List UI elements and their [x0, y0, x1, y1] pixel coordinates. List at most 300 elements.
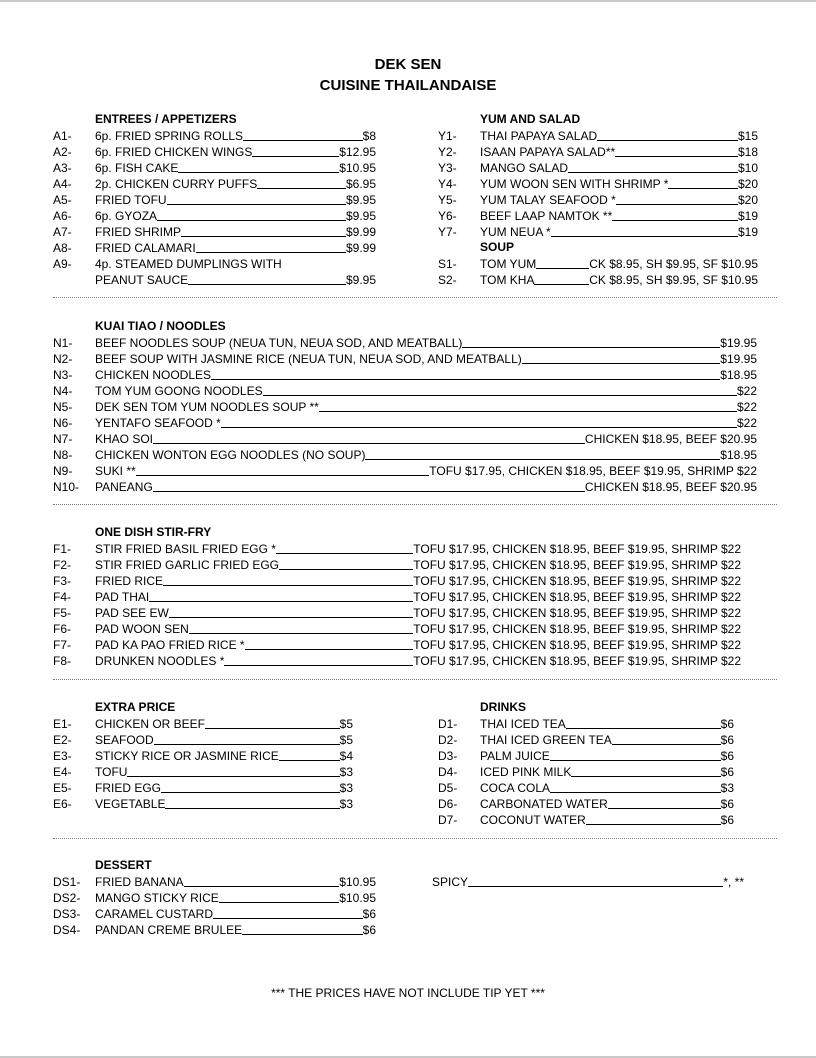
item-price: $3: [720, 781, 734, 795]
menu-item: [53, 366, 757, 382]
item-code: E4-: [53, 765, 72, 779]
leader-line: [319, 411, 737, 412]
leader-line: [213, 918, 363, 919]
menu-item: [53, 159, 376, 175]
item-code: DS4-: [53, 923, 81, 937]
menu-item: [53, 175, 376, 191]
leader-line: [169, 617, 413, 618]
item-code: E6-: [53, 797, 72, 811]
item-code: A4-: [53, 177, 72, 191]
item-name: PAD SEE EW: [95, 606, 169, 620]
item-code: D7-: [438, 813, 458, 827]
menu-item: [438, 127, 758, 143]
item-name: TOM YUM GOONG NOODLES: [95, 384, 263, 398]
item-price: $19.95: [720, 352, 757, 366]
section-title: ENTREES / APPETIZERS: [95, 112, 237, 126]
leader-line: [550, 760, 721, 761]
item-price: $6: [720, 797, 734, 811]
item-name: MANGO STICKY RICE: [95, 891, 219, 905]
item-price: $6: [720, 749, 734, 763]
item-price: $15: [737, 129, 758, 143]
item-price: $6: [720, 733, 734, 747]
section-title: ONE DISH STIR-FRY: [95, 525, 212, 539]
leader-line: [163, 585, 413, 586]
menu-item: [53, 239, 376, 255]
item-price: $10.95: [339, 161, 376, 175]
menu-item: [53, 255, 376, 271]
item-name: YUM TALAY SEAFOOD *: [480, 193, 616, 207]
item-name: CHICKEN NOODLES: [95, 368, 212, 382]
item-name: COCA COLA: [480, 781, 551, 795]
leader-line: [597, 140, 738, 141]
item-price: $9.99: [345, 241, 376, 255]
item-price: $6.95: [345, 177, 376, 191]
item-price: $18: [737, 145, 758, 159]
item-name: 6p. FISH CAKE: [95, 161, 179, 175]
menu-item: [53, 620, 741, 636]
item-price: CK $8.95, SH $9.95, SF $10.95: [589, 257, 758, 271]
item-code: E5-: [53, 781, 72, 795]
leader-line: [165, 808, 339, 809]
item-code: N1-: [53, 336, 73, 350]
item-name: PEANUT SAUCE: [95, 273, 189, 287]
item-price: $6: [720, 813, 734, 827]
item-price: $9.95: [345, 209, 376, 223]
menu-item: [438, 271, 758, 287]
menu-item: [53, 747, 353, 763]
item-price: $6: [362, 923, 376, 937]
item-code: D1-: [438, 717, 458, 731]
item-price: $18.95: [720, 448, 757, 462]
item-price: $5: [339, 717, 353, 731]
item-name: FRIED SHRIMP: [95, 225, 182, 239]
leader-line: [149, 601, 413, 602]
leader-line: [242, 934, 363, 935]
item-price: CHICKEN $18.95, BEEF $20.95: [584, 432, 757, 446]
item-name: SUKI **: [95, 464, 136, 478]
item-name: 6p. FRIED CHICKEN WINGS: [95, 145, 253, 159]
menu-item: [53, 540, 741, 556]
item-name: THAI ICED TEA: [480, 717, 566, 731]
leader-line: [153, 443, 585, 444]
item-code: Y1-: [438, 129, 457, 143]
leader-line: [522, 363, 721, 364]
item-code: Y3-: [438, 161, 457, 175]
menu-item: [53, 731, 353, 747]
item-name: KHAO SOI: [95, 432, 154, 446]
menu-item: [53, 889, 376, 905]
item-code: N3-: [53, 368, 73, 382]
section-divider: [53, 838, 777, 839]
item-name: 6p. GYOZA: [95, 209, 158, 223]
item-code: DS1-: [53, 875, 81, 889]
item-price: $5: [339, 733, 353, 747]
item-name: FRIED EGG: [95, 781, 162, 795]
spicy-legend: [432, 873, 744, 889]
item-price: $9.95: [345, 193, 376, 207]
menu-list: [438, 715, 734, 827]
section-title: KUAI TIAO / NOODLES: [95, 319, 226, 333]
item-code: F4-: [53, 590, 71, 604]
item-code: A3-: [53, 161, 72, 175]
item-code: A1-: [53, 129, 72, 143]
menu-list: [53, 715, 353, 811]
menu-item: [53, 462, 757, 478]
menu-item: [53, 414, 757, 430]
soup-list: [438, 255, 758, 287]
page-top-border: [0, 0, 816, 2]
leader-line: [161, 792, 340, 793]
item-name: PAD WOON SEN: [95, 622, 189, 636]
section-title-soup: SOUP: [480, 240, 515, 254]
item-name: TOM KHA: [480, 273, 535, 287]
leader-line: [205, 728, 340, 729]
item-code: D4-: [438, 765, 458, 779]
menu-item: [438, 223, 758, 239]
menu-item: [53, 604, 741, 620]
tip-note: *** THE PRICES HAVE NOT INCLUDE TIP YET ***: [271, 986, 545, 1000]
item-code: N5-: [53, 400, 73, 414]
drinks-section: [438, 699, 734, 827]
item-code: D6-: [438, 797, 458, 811]
item-name: CHICKEN OR BEEF: [95, 717, 206, 731]
section-divider: [53, 504, 777, 505]
item-code: Y5-: [438, 193, 457, 207]
item-price: TOFU $17.95, CHICKEN $18.95, BEEF $19.95, SHRIMP $22: [429, 464, 757, 478]
leader-line: [615, 156, 738, 157]
leader-line: [612, 220, 738, 221]
menu-list: [53, 334, 757, 494]
menu-item: [53, 905, 376, 921]
item-name: ICED PINK MILK: [480, 765, 572, 779]
item-code: N4-: [53, 384, 73, 398]
menu-item: [438, 763, 734, 779]
menu-item: [53, 921, 376, 937]
item-code: F2-: [53, 558, 71, 572]
menu-item: [53, 588, 741, 604]
item-name: FRIED TOFU: [95, 193, 167, 207]
menu-item: [53, 143, 376, 159]
item-price: TOFU $17.95, CHICKEN $18.95, BEEF $19.95, SHRIMP $22: [413, 638, 741, 652]
leader-line: [245, 649, 414, 650]
item-name: PAD THAI: [95, 590, 150, 604]
item-price: CK $8.95, SH $9.95, SF $10.95: [589, 273, 758, 287]
item-price: TOFU $17.95, CHICKEN $18.95, BEEF $19.95, SHRIMP $22: [413, 558, 741, 572]
leader-line: [211, 379, 720, 380]
item-price: $20: [737, 193, 758, 207]
item-name: TOFU: [95, 765, 128, 779]
item-name: PALM JUICE: [480, 749, 550, 763]
item-price: $12.95: [339, 145, 376, 159]
leader-line: [178, 172, 339, 173]
leader-line: [167, 204, 346, 205]
item-name: PANEANG: [95, 480, 153, 494]
menu-item: [53, 191, 376, 207]
menu-item: [438, 255, 758, 271]
leader-line: [252, 156, 339, 157]
stirfry-section: [53, 524, 741, 668]
menu-item: [438, 731, 734, 747]
item-name: 2p. CHICKEN CURRY PUFFS: [95, 177, 258, 191]
leader-line: [534, 284, 589, 285]
leader-line: [586, 824, 721, 825]
item-name: THAI PAPAYA SALAD: [480, 129, 598, 143]
item-name: YUM WOON SEN WITH SHRIMP *: [480, 177, 669, 191]
menu-item: [438, 207, 758, 223]
spicy-symbols: *, **: [723, 875, 744, 889]
item-price: TOFU $17.95, CHICKEN $18.95, BEEF $19.95, SHRIMP $22: [413, 654, 741, 668]
item-code: E3-: [53, 749, 72, 763]
leader-line: [263, 395, 737, 396]
leader-line: [157, 220, 346, 221]
item-price: $20: [737, 177, 758, 191]
menu-item: [438, 779, 734, 795]
item-price: $18.95: [720, 368, 757, 382]
section-title: DESSERT: [95, 858, 152, 872]
menu-item: [53, 779, 353, 795]
menu-list: [53, 873, 376, 937]
item-code: D2-: [438, 733, 458, 747]
item-code: DS2-: [53, 891, 81, 905]
item-code: F5-: [53, 606, 71, 620]
leader-line: [468, 886, 723, 887]
menu-item: [53, 572, 741, 588]
item-price: $22: [736, 416, 757, 430]
yum-salad-section: [438, 111, 758, 287]
spicy-label: SPICY: [432, 875, 469, 889]
item-name: YENTAFO SEAFOOD *: [95, 416, 221, 430]
section-divider: [53, 297, 777, 298]
menu-item: [53, 334, 757, 350]
item-name: BEEF LAAP NAMTOK **: [480, 209, 613, 223]
menu-item: [53, 652, 741, 668]
item-name: STICKY RICE OR JASMINE RICE: [95, 749, 279, 763]
leader-line: [536, 268, 589, 269]
menu-item: [53, 382, 757, 398]
item-name: TOM YUM: [480, 257, 537, 271]
leader-line: [154, 744, 340, 745]
menu-item: [53, 350, 757, 366]
item-name: FRIED BANANA: [95, 875, 184, 889]
item-code: A8-: [53, 241, 72, 255]
leader-line: [550, 792, 721, 793]
leader-line: [612, 744, 721, 745]
item-code: Y4-: [438, 177, 457, 191]
item-code: Y2-: [438, 145, 457, 159]
item-name: SEAFOOD: [95, 733, 154, 747]
leader-line: [153, 491, 585, 492]
leader-line: [184, 886, 340, 887]
item-price: $6: [720, 717, 734, 731]
item-price: $10.95: [339, 891, 376, 905]
menu-item: [53, 446, 757, 462]
item-code: N8-: [53, 448, 73, 462]
leader-line: [181, 236, 346, 237]
item-name: COCONUT WATER: [480, 813, 586, 827]
item-price: $8: [362, 129, 376, 143]
item-price: $3: [339, 765, 353, 779]
item-code: N10-: [53, 480, 80, 494]
item-name: CARBONATED WATER: [480, 797, 608, 811]
leader-line: [257, 188, 346, 189]
menu-item: [438, 795, 734, 811]
leader-line: [224, 665, 413, 666]
section-divider: [53, 679, 777, 680]
item-code: S2-: [438, 273, 457, 287]
item-name: BEEF NOODLES SOUP (NEUA TUN, NEUA SOD, AND MEATBALL): [95, 336, 463, 350]
leader-line: [571, 776, 720, 777]
menu-item: [438, 143, 758, 159]
item-name: STIR FRIED GARLIC FRIED EGG: [95, 558, 280, 572]
leader-line: [608, 808, 721, 809]
menu-item: [53, 430, 757, 446]
item-code: E1-: [53, 717, 72, 731]
leader-line: [668, 188, 738, 189]
item-price: $9.95: [345, 273, 376, 287]
menu-list: [53, 540, 741, 668]
item-code: F6-: [53, 622, 71, 636]
leader-line: [279, 569, 413, 570]
noodles-section: [53, 318, 757, 494]
item-code: A9-: [53, 257, 72, 271]
menu-item: [438, 191, 758, 207]
item-price: $3: [339, 797, 353, 811]
menu-item: [438, 747, 734, 763]
item-name: STIR FRIED BASIL FRIED EGG *: [95, 542, 276, 556]
menu-item: [438, 811, 734, 827]
item-code: Y6-: [438, 209, 457, 223]
item-price: $10.95: [339, 875, 376, 889]
menu-item: [53, 207, 376, 223]
item-name: FRIED CALAMARI: [95, 241, 196, 255]
item-code: E2-: [53, 733, 72, 747]
leader-line: [188, 284, 346, 285]
item-price: TOFU $17.95, CHICKEN $18.95, BEEF $19.95, SHRIMP $22: [413, 574, 741, 588]
leader-line: [365, 459, 720, 460]
item-price: $6: [362, 907, 376, 921]
item-price: $19: [737, 225, 758, 239]
menu-item: [53, 398, 757, 414]
leader-line: [279, 760, 340, 761]
item-price: $22: [736, 400, 757, 414]
leader-line: [568, 172, 738, 173]
item-price: $6: [720, 765, 734, 779]
item-name: PANDAN CREME BRULEE: [95, 923, 243, 937]
section-title: EXTRA PRICE: [95, 700, 176, 714]
restaurant-subtitle: CUISINE THAILANDAISE: [319, 77, 497, 94]
item-price: TOFU $17.95, CHICKEN $18.95, BEEF $19.95, SHRIMP $22: [413, 622, 741, 636]
leader-line: [462, 347, 720, 348]
item-price: $3: [339, 781, 353, 795]
item-price: $10: [737, 161, 758, 175]
menu-item: [438, 175, 758, 191]
menu-list: [53, 127, 376, 255]
leader-line: [221, 427, 737, 428]
item-code: A5-: [53, 193, 72, 207]
menu-item: [53, 763, 353, 779]
item-price: CHICKEN $18.95, BEEF $20.95: [584, 480, 757, 494]
item-price: $19: [737, 209, 758, 223]
menu-item: [53, 636, 741, 652]
dessert-section: [53, 857, 376, 937]
leader-line: [243, 140, 363, 141]
leader-line: [616, 204, 738, 205]
leader-line: [196, 252, 346, 253]
item-code: A2-: [53, 145, 72, 159]
menu-item: [53, 795, 353, 811]
leader-line: [566, 728, 721, 729]
item-name: MANGO SALAD: [480, 161, 569, 175]
item-name: VEGETABLE: [95, 797, 166, 811]
item-name: 4p. STEAMED DUMPLINGS WITH: [95, 257, 282, 271]
item-price: TOFU $17.95, CHICKEN $18.95, BEEF $19.95, SHRIMP $22: [413, 542, 741, 556]
item-name: ISAAN PAPAYA SALAD**: [480, 145, 616, 159]
item-name: DEK SEN TOM YUM NOODLES SOUP **: [95, 400, 319, 414]
item-name: THAI ICED GREEN TEA: [480, 733, 612, 747]
leader-line: [276, 553, 413, 554]
item-code: S1-: [438, 257, 457, 271]
item-code: D3-: [438, 749, 458, 763]
menu-item: [53, 223, 376, 239]
item-name: YUM NEUA *: [480, 225, 551, 239]
item-code: F7-: [53, 638, 71, 652]
menu-item: [53, 556, 741, 572]
menu-item: [438, 715, 734, 731]
menu-item: [438, 159, 758, 175]
item-code: N9-: [53, 464, 73, 478]
item-price: TOFU $17.95, CHICKEN $18.95, BEEF $19.95, SHRIMP $22: [413, 590, 741, 604]
item-price: $19.95: [720, 336, 757, 350]
section-title: DRINKS: [480, 700, 527, 714]
section-title: YUM AND SALAD: [480, 112, 581, 126]
item-name: BEEF SOUP WITH JASMINE RICE (NEUA TUN, NEUA SOD, AND MEATBALL): [95, 352, 522, 366]
menu-item: [53, 873, 376, 889]
leader-line: [189, 633, 413, 634]
restaurant-name: DEK SEN: [374, 56, 442, 73]
item-code: N7-: [53, 432, 73, 446]
entrees-section: [53, 111, 376, 287]
item-code: A7-: [53, 225, 72, 239]
menu-list: [438, 127, 758, 239]
item-code: A6-: [53, 209, 72, 223]
menu-item: [53, 715, 353, 731]
item-code: F3-: [53, 574, 71, 588]
item-name: FRIED RICE: [95, 574, 164, 588]
extra-price-section: [53, 699, 353, 811]
item-code: N2-: [53, 352, 73, 366]
item-code: Y7-: [438, 225, 457, 239]
item-name: PAD KA PAO FRIED RICE *: [95, 638, 245, 652]
item-price: $4: [339, 749, 353, 763]
leader-line: [136, 475, 430, 476]
menu-item: [53, 478, 757, 494]
leader-line: [127, 776, 339, 777]
item-name: CHICKEN WONTON EGG NOODLES (NO SOUP): [95, 448, 366, 462]
leader-line: [551, 236, 738, 237]
item-name: 6p. FRIED SPRING ROLLS: [95, 129, 244, 143]
item-code: DS3-: [53, 907, 81, 921]
item-code: F8-: [53, 654, 71, 668]
menu-item: [53, 127, 376, 143]
item-code: N6-: [53, 416, 73, 430]
item-name: DRUNKEN NOODLES *: [95, 654, 225, 668]
item-code: D5-: [438, 781, 458, 795]
item-name: CARAMEL CUSTARD: [95, 907, 214, 921]
item-code: F1-: [53, 542, 71, 556]
leader-line: [219, 902, 340, 903]
item-price: $9.99: [345, 225, 376, 239]
item-price: TOFU $17.95, CHICKEN $18.95, BEEF $19.95, SHRIMP $22: [413, 606, 741, 620]
